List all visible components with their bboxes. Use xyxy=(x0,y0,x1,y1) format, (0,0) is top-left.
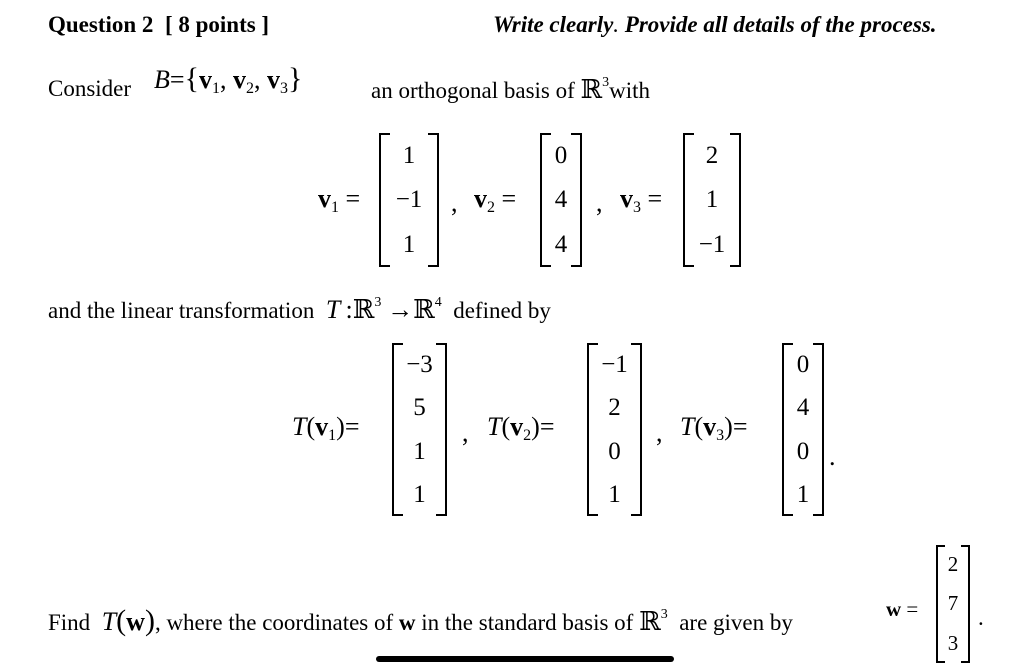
question-points: [ 8 points ] xyxy=(164,12,270,37)
w-entry: 2 xyxy=(947,552,959,577)
question-number: Question 2 xyxy=(48,12,154,37)
w-matrix xyxy=(936,545,970,663)
instruction: Write clearly. Provide all details of the process. xyxy=(493,12,937,37)
home-indicator[interactable] xyxy=(376,656,674,662)
tv2-entry: 1 xyxy=(608,480,621,508)
separator: , xyxy=(656,418,663,447)
v1-matrix xyxy=(379,133,439,267)
separator: , xyxy=(462,418,469,447)
v3-entry: 1 xyxy=(705,186,719,214)
tv2-label: $T(v_2)=$ xyxy=(487,412,555,444)
tv1-entry: 1 xyxy=(413,437,426,465)
v3-matrix xyxy=(683,133,741,267)
tv3-entry: 1 xyxy=(796,480,810,508)
tv1-label: $T(v_1)=$ xyxy=(292,412,360,444)
v2-entry: 4 xyxy=(554,186,568,214)
v3-entry: 2 xyxy=(705,141,719,169)
tv2-entry: 2 xyxy=(608,394,621,422)
tv1-entry: −3 xyxy=(406,351,433,379)
v2-entry: 0 xyxy=(554,141,568,169)
v1-entry: 1 xyxy=(402,141,416,169)
consider-label: Consider xyxy=(48,76,132,101)
v3-entry: −1 xyxy=(698,231,726,259)
tv3-matrix xyxy=(782,343,824,516)
basis-definition: $B=\{v_1$, $v_2$, $v_3$} xyxy=(154,62,303,97)
v2-label: $v_2$ = xyxy=(474,184,517,216)
tv2-matrix xyxy=(587,343,642,516)
w-entry: 3 xyxy=(947,630,959,655)
separator: , xyxy=(451,188,458,217)
v2-matrix xyxy=(540,133,582,267)
v1-entry: −1 xyxy=(395,186,423,214)
transformation-line: and the linear transformation T :ℝ$^3$ →ℝ$^4$ defined by xyxy=(48,295,551,324)
final-period: . xyxy=(978,605,984,630)
tv1-matrix xyxy=(392,343,447,516)
separator: , xyxy=(596,188,603,217)
r3-symbol: ℝ xyxy=(580,75,603,104)
w-label: w = xyxy=(886,597,919,621)
tv3-entry: 0 xyxy=(796,437,810,465)
v2-entry: 4 xyxy=(554,231,568,259)
tv3-entry: 4 xyxy=(796,394,810,422)
basis-description: an orthogonal basis of ℝ$^3$with xyxy=(371,75,651,104)
v1-label: $v_1$ = xyxy=(318,184,361,216)
tv1-entry: 1 xyxy=(413,480,426,508)
tv2-entry: −1 xyxy=(601,351,628,379)
question-title xyxy=(48,13,269,36)
v3-label: $v_3$ = xyxy=(620,184,663,216)
tv3-label: $T(v_3)=$ xyxy=(680,412,748,444)
tv1-entry: 5 xyxy=(413,394,426,422)
period: . xyxy=(829,442,836,471)
find-line: Find T(w), where the coordinates of w in the standard basis of ℝ$^3$ are given by xyxy=(48,604,793,637)
tv3-entry: 0 xyxy=(796,351,810,379)
v1-entry: 1 xyxy=(402,231,416,259)
w-entry: 7 xyxy=(947,591,959,616)
tv2-entry: 0 xyxy=(608,437,621,465)
